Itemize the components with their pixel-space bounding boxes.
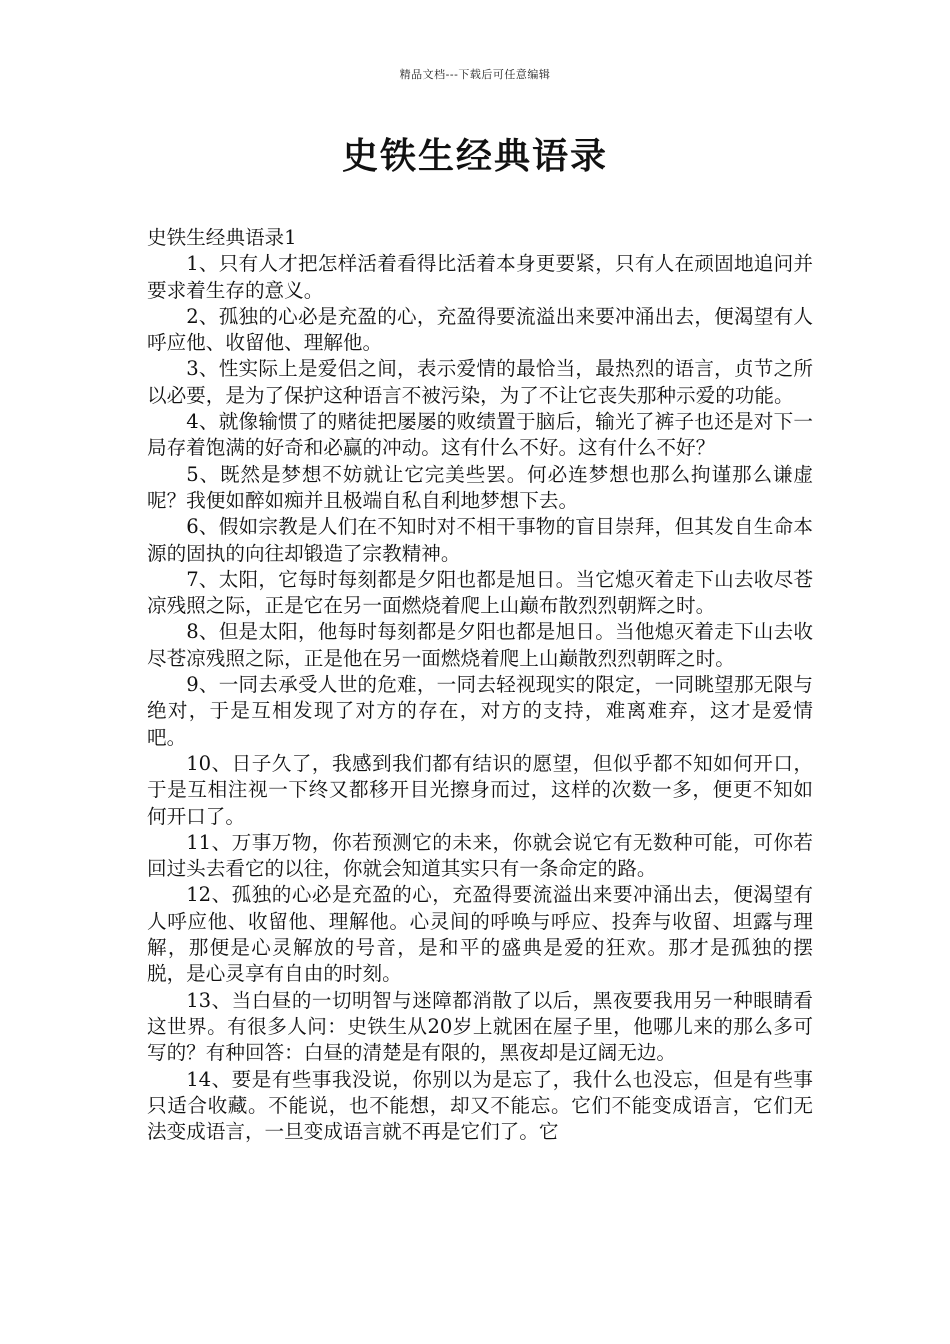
quote-paragraph-13: 13、当白昼的一切明智与迷障都消散了以后，黑夜要我用另一种眼睛看这世界。有很多人问：史铁生从20岁上就困在屋子里，他哪儿来的那么多可写的？有种回答：白昼的清楚是有限的，黑夜却是辽阔无边。 xyxy=(147,988,813,1065)
header-note: 精品文档---下载后可任意编辑 xyxy=(399,68,551,81)
document-body xyxy=(147,225,813,1145)
quote-paragraph-10: 10、日子久了，我感到我们都有结识的愿望，但似乎都不知如何开口，于是互相注视一下终又都移开目光擦身而过，这样的次数一多，便更不知如何开口了。 xyxy=(147,751,813,828)
quote-paragraph-6: 6、假如宗教是人们在不知时对不相干事物的盲目崇拜，但其发自生命本源的固执的向往却锻造了宗教精神。 xyxy=(147,515,813,565)
quote-paragraph-14: 14、要是有些事我没说，你别以为是忘了，我什么也没忘，但是有些事只适合收藏。不能说，也不能想，却又不能忘。它们不能变成语言，它们无法变成语言，一旦变成语言就不再是它们了。它 xyxy=(147,1067,813,1144)
quote-paragraph-9: 9、一同去承受人世的危难，一同去轻视现实的限定，一同眺望那无限与绝对，于是互相发现了对方的存在，对方的支持，难离难弃，这才是爱情吧。 xyxy=(147,673,813,749)
quote-paragraph-7: 7、太阳，它每时每刻都是夕阳也都是旭日。当它熄灭着走下山去收尽苍凉残照之际，正是它在另一面燃烧着爬上山巅布散烈烈朝辉之时。 xyxy=(147,567,813,618)
quote-paragraph-8: 8、但是太阳，他每时每刻都是夕阳也都是旭日。当他熄灭着走下山去收尽苍凉残照之际，正是他在另一面燃烧着爬上山巅散烈烈朝晖之时。 xyxy=(147,620,813,670)
quote-paragraph-11: 11、万事万物，你若预测它的未来，你就会说它有无数种可能，可你若回过头去看它的以往，你就会知道其实只有一条命定的路。 xyxy=(147,830,813,881)
section-heading: 史铁生经典语录1 xyxy=(147,226,297,249)
quote-paragraph-12: 12、孤独的心必是充盈的心，充盈得要流溢出来要冲涌出去，便渴望有人呼应他、收留他、理解他。心灵间的呼唤与呼应、投奔与收留、坦露与理解，那便是心灵解放的号音，是和平的盛典是爱的狂欢。那才是孤独的摆脱，是心灵享有自由的时刻。 xyxy=(147,883,813,986)
quote-paragraph-1: 1、只有人才把怎样活着看得比活着本身更要紧，只有人在顽固地追问并要求着生存的意义。 xyxy=(147,252,813,302)
quote-paragraph-4: 4、就像输惯了的赌徒把屡屡的败绩置于脑后，输光了裤子也还是对下一局存着饱满的好奇和必赢的冲动。这有什么不好。这有什么不好？ xyxy=(147,410,813,460)
document-title: 史铁生经典语录 xyxy=(341,135,608,177)
quote-paragraph-5: 5、既然是梦想不妨就让它完美些罢。何必连梦想也那么拘谨那么谦虚呢？我便如醉如痴并且极端自私自利地梦想下去。 xyxy=(147,462,813,512)
quote-paragraph-3: 3、性实际上是爱侣之间，表示爱情的最恰当，最热烈的语言，贞节之所以必要，是为了保护这种语言不被污染，为了不让它丧失那种示爱的功能。 xyxy=(147,357,813,407)
quote-paragraph-2: 2、孤独的心必是充盈的心，充盈得要流溢出来要冲涌出去，便渴望有人呼应他、收留他、理解他。 xyxy=(147,304,813,355)
